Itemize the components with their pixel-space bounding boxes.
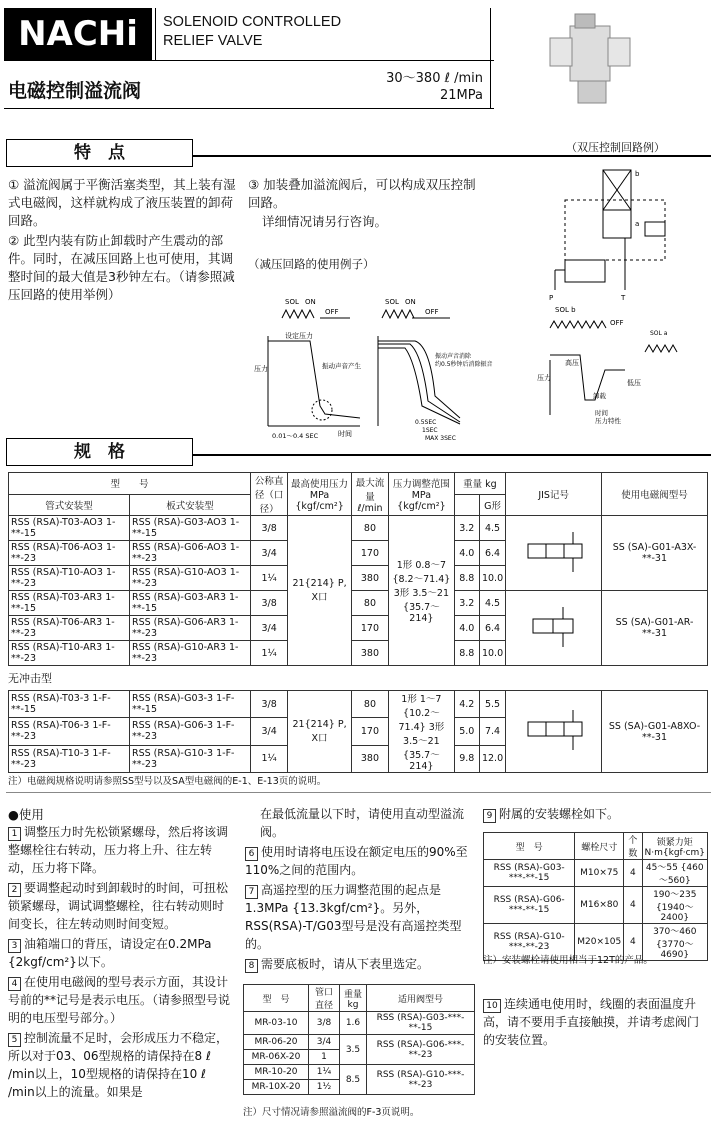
baseplate-note: 注）尺寸情况请参照溢流阀的F-3页说明。 bbox=[243, 1107, 420, 1118]
svg-text:b: b bbox=[635, 170, 640, 178]
header-divider bbox=[155, 8, 156, 60]
table-row: RSS (RSA)-G06-***-**-15 M16×80 4 190～235 {1940～2400} bbox=[484, 887, 708, 924]
svg-text:OFF: OFF bbox=[610, 319, 624, 327]
rating: 30～380 ℓ /min 21MPa bbox=[386, 71, 483, 103]
dual-pressure-circuit bbox=[535, 160, 705, 430]
reduce-circuit-caption: （减压回路的使用例子） bbox=[248, 257, 375, 271]
svg-text:SOL b: SOL b bbox=[555, 306, 576, 314]
table-row: RSS (RSA)-G03-***-**-15 M10×75 4 45～55 {460～560} bbox=[484, 860, 708, 887]
svg-text:P: P bbox=[549, 294, 554, 302]
svg-text:压力: 压力 bbox=[254, 365, 268, 373]
table-row: RSS (RSA)-T03-3 1-F-**-15 RSS (RSA)-G03-3 1-F-**-15 3/8 21{214} P, X口 80 1形 1～7 {10.2～71.4} 3形 3.5～21 {35.7～214} 4.2 5.5 SS (SA)-G01-A8XO-**-31 bbox=[9, 691, 708, 718]
page-title: 电磁控制溢流阀 bbox=[8, 80, 142, 102]
table-row: MR-10-20 1¼ 8.5 RSS (RSA)-G10-***-**-23 bbox=[244, 1065, 475, 1080]
header-divider-right bbox=[490, 8, 491, 108]
spec-note: 注）电磁阀规格说明请参照SS型号以及SA型电磁阀的E-1、E-13页的说明。 bbox=[8, 776, 327, 787]
svg-text:时间: 时间 bbox=[338, 430, 352, 438]
table-row: RSS (RSA)-T03-AO3 1-**-15 RSS (RSA)-G03-AO3 1-**-15 3/8 21{214} P, X口 80 1形 0.8～7 {8.2～71.4} 3形 3.5～21 {35.7～214} 3.2 4.5 SS (SA)-G01-A3X-**-31 bbox=[9, 516, 708, 541]
svg-text:设定压力: 设定压力 bbox=[285, 332, 313, 340]
svg-text:振动声音产生: 振动声音产生 bbox=[322, 362, 361, 370]
table-row: MR-06-20 3/4 3.5 RSS (RSA)-G06-***-**-23 bbox=[244, 1035, 475, 1050]
svg-text:低压: 低压 bbox=[627, 379, 641, 387]
table-row: RSS (RSA)-T10-AO3 1-**-23 RSS (RSA)-G10-AO3 1-**-23 1¼ 380 8.8 10.0 bbox=[9, 566, 708, 591]
svg-text:0.5SEC: 0.5SEC bbox=[415, 419, 437, 426]
table-row: RSS (RSA)-T10-3 1-F-**-23 RSS (RSA)-G10-3 1-F-**-23 1¼ 380 9.8 12.0 bbox=[9, 745, 708, 772]
svg-text:压力特性: 压力特性 bbox=[595, 417, 621, 425]
table-row: MR-03-10 3/8 1.6 RSS (RSA)-G03-***-**-15 bbox=[244, 1012, 475, 1035]
svg-text:约0.5秒钟后消除振音: 约0.5秒钟后消除振音 bbox=[435, 361, 493, 368]
feature-item-1: ① 溢流阀属于平衡活塞类型，其上装有湿式电磁阀，这样就构成了液压装置的卸荷回路。 bbox=[8, 177, 236, 228]
feature-item-3: ③ 加装叠加溢流阀后，可以构成双压控制回路。 bbox=[248, 177, 476, 210]
jis-symbol-f bbox=[506, 691, 602, 773]
header-underline bbox=[4, 60, 494, 61]
valve-product-image bbox=[540, 6, 655, 111]
feature-item-3-note: 详细情况请另行咨询。 bbox=[262, 214, 388, 229]
svg-text:MAX 3SEC: MAX 3SEC bbox=[425, 435, 456, 442]
spec-heading: 规 格 bbox=[6, 438, 193, 466]
usage-item-10: 10 连续通电使用时，线圈的表面温度升高，请不要用手直接触摸，并请考虑阀门的安装位置。 bbox=[483, 997, 700, 1047]
table-row: RSS (RSA)-T06-AR3 1-**-23 RSS (RSA)-G06-AR3 1-**-23 3/4 170 4.0 6.4 bbox=[9, 616, 708, 641]
table-row: MR-06X-20 1 bbox=[244, 1050, 475, 1065]
dual-circuit-caption: （双压控制回路例） bbox=[566, 141, 665, 154]
table-row: RSS (RSA)-T10-AR3 1-**-23 RSS (RSA)-G10-AR3 1-**-23 1¼ 380 8.8 10.0 bbox=[9, 641, 708, 666]
nachi-logo: NACHi bbox=[4, 8, 152, 60]
spec-table: 型 号 公称直径（口径） 最高使用压力 MPa {kgf/cm²} 最大流量 ℓ/min 压力调整范围 MPa {kgf/cm²} 重量 kg JIS记号 使用电磁阀型号 管式安装型 板式安装型 G形 RSS (RSA)-T03-AO3 1-**-15 RSS (RSA)-G03-AO3 1-**-15 3/8 21{214} P, X口 80 1形 0.8～7 {8.2～71.4} 3形 3.5～21 {35.7～214} 3.2 4.5 SS (SA)-G01-A3X-**-31 RSS (RSA)-T06-AO3 1-**-23 RSS (RSA)-G06-AO3 1-**-23 3/4 170 4.0 6.4 RSS (RSA)-T10-AO3 1-**-23 RSS (RSA)-G10-AO3 1-**-23 1¼ 380 8.8 10.0 RSS (RSA)-T03-AR3 1-**-15 RSS (RSA)-G03-AR3 1-**-15 3/8 80 3.2 4.5 SS (SA)-G01-AR-**-31 RSS (RSA)-T06-AR3 1-**-23 RSS (RSA)-G06-AR3 1-**-23 3/4 170 4.0 6.4 RSS (RSA)-T10-AR3 1-**-23 RSS (RSA)-G10-AR3 1-**-23 1¼ 380 8.8 10.0 bbox=[8, 472, 708, 666]
svg-text:SOL: SOL bbox=[285, 298, 299, 306]
jis-symbol-ao bbox=[506, 516, 602, 591]
table-row: RSS (RSA)-G10-***-**-23 M20×105 4 370～460 {3770～4690} bbox=[484, 924, 708, 961]
svg-text:OFF: OFF bbox=[325, 308, 339, 316]
svg-text:卸载: 卸载 bbox=[593, 392, 606, 400]
table-row: RSS (RSA)-T06-3 1-F-**-23 RSS (RSA)-G06-3 1-F-**-23 3/4 170 5.0 7.4 bbox=[9, 718, 708, 745]
spec-bottom-rule bbox=[6, 792, 711, 793]
jis-symbol-ar bbox=[506, 591, 602, 666]
svg-text:SOL: SOL bbox=[385, 298, 399, 306]
bolt-table: 型 号 螺栓尺寸 个数 锁紧力矩 N·m{kgf·cm} RSS (RSA)-G03-***-**-15 M10×75 4 45～55 {460～560} RSS (RSA)-G06-***-**-15 M16×80 4 190～235 {1940～2400} RSS (RSA)-G10-***-**-23 M20×105 4 370～460 {3770～4690} bbox=[483, 832, 708, 961]
svg-text:SOL a: SOL a bbox=[650, 330, 668, 337]
usage-item-9: 9 附属的安装螺栓如下。 bbox=[483, 805, 708, 823]
svg-text:时间: 时间 bbox=[595, 409, 608, 417]
bolt-note: 注）安装螺栓请使用相当于12T的产品。 bbox=[483, 955, 653, 966]
svg-text:压力: 压力 bbox=[537, 374, 551, 382]
svg-text:a: a bbox=[635, 220, 640, 228]
table-row: MR-10X-20 1½ bbox=[244, 1080, 475, 1095]
svg-text:T: T bbox=[621, 294, 626, 302]
svg-text:0.01～0.4 SEC: 0.01～0.4 SEC bbox=[272, 432, 319, 440]
usage-heading: ●使用 bbox=[8, 807, 44, 822]
features-heading: 特 点 bbox=[6, 139, 193, 167]
pressure-time-diagram bbox=[250, 296, 493, 446]
svg-text:振动声音消除: 振动声音消除 bbox=[435, 353, 472, 360]
table-row: RSS (RSA)-T03-AR3 1-**-15 RSS (RSA)-G03-AR3 1-**-15 3/8 80 3.2 4.5 SS (SA)-G01-AR-**-31 bbox=[9, 591, 708, 616]
usage-column-2: 在最低流量以下时，请使用直动型溢流阀。 6 使用时请将电压设在额定电压的90%至110%之间的范围内。 7 高遥控型的压力调整范围的起点是1.3MPa {13.3kgf/cm²}。另外，RSS(RSA)-T/G03型号是没有高遥控类型的。 8 需要底板时，请从下表里选定。 bbox=[245, 807, 468, 971]
baseplate-table: 型 号 管口直径 重量 kg 适用阀型号 MR-03-10 3/8 1.6 RSS (RSA)-G03-***-**-15 MR-06-20 3/4 3.5 RSS (RSA)-G06-***-**-23 MR-06X-20 1 MR-10-20 1¼ 8.5 RSS (RSA)-G10-***-**-23 MR-10X-20 1½ bbox=[243, 984, 475, 1095]
svg-text:ON: ON bbox=[305, 298, 316, 306]
feature-item-2: ② 此型内装有防止卸载时产生震动的部件。同时，在减压回路上也可使用，其调整时间的最大值是3秒钟左右。（请参照减压回路的使用举例） bbox=[8, 233, 235, 302]
svg-text:高压: 高压 bbox=[565, 359, 579, 367]
svg-text:1SEC: 1SEC bbox=[422, 427, 438, 434]
svg-text:ON: ON bbox=[405, 298, 416, 306]
title-underline bbox=[4, 108, 494, 109]
noshock-label: 无冲击型 bbox=[8, 672, 52, 685]
table-row: RSS (RSA)-T06-AO3 1-**-23 RSS (RSA)-G06-AO3 1-**-23 3/4 170 4.0 6.4 bbox=[9, 541, 708, 566]
product-title-en: SOLENOID CONTROLLED RELIEF VALVE bbox=[163, 14, 342, 49]
noshock-table bbox=[8, 690, 708, 773]
svg-text:OFF: OFF bbox=[425, 308, 439, 316]
usage-column-1: 1 调整压力时先松锁紧螺母，然后将该调整螺栓往右转动，压力将上升、往左转动，压力将下降。 2 要调整起动时到卸载时的时间，可扭松锁紧螺母，调试调整螺栓，往右转动则时间变长，往左转动则时间变短。 3 油箱端口的背压，请设定在0.2MPa {2kgf/cm²}以下。 4 在使用电磁阀的型号表示方面，其设计号前的**记号是表示电压。（请参照型号说明的电压型号部分。） 5 控制流量不足时，会形成压力不稳定，所以对于03、06型规格的请保持在8 ℓ /min以上，10型规格的请保持在10 ℓ /min以上的流量。如果是 bbox=[8, 825, 231, 1099]
